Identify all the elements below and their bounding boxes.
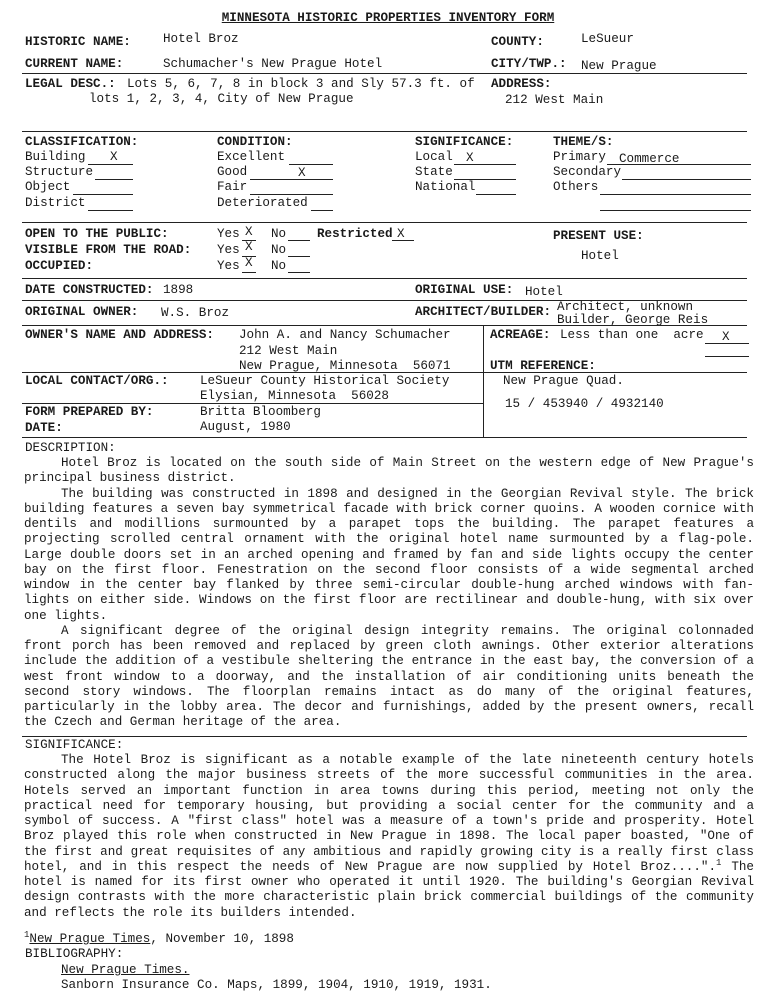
significance-local-mark: X — [466, 151, 474, 165]
significance-text — [24, 753, 754, 921]
divider — [22, 325, 747, 326]
significance-national: National — [415, 180, 476, 194]
bibliography-item: New Prague Times. — [61, 963, 190, 977]
significance-paragraph — [24, 753, 754, 921]
open-no: No — [271, 227, 287, 241]
architect-line1: Architect, unknown — [557, 300, 694, 314]
blank-line — [454, 164, 516, 165]
divider — [483, 325, 484, 437]
divider — [22, 222, 747, 223]
significance-label: SIGNIFICANCE: — [25, 738, 124, 752]
condition-fair: Fair — [217, 180, 248, 194]
date-constructed-value: 1898 — [163, 283, 194, 297]
description-paragraph: Hotel Broz is located on the south side of Main Street on the western edge of New Prague's principal business district. — [24, 456, 754, 486]
visible-yes: Yes — [217, 243, 240, 257]
blank-line — [95, 179, 133, 180]
blank-line — [622, 179, 751, 180]
blank-line — [311, 210, 333, 211]
open-yes: Yes — [217, 227, 240, 241]
significance-local: Local — [415, 150, 453, 164]
significance-body-tail: The hotel is named for its first owner who operated it until 1920. The building's Georgian Revival design contrasts with the more characteristic plain brick commercial buildings of the community and reflects the role its builders intended. — [24, 859, 754, 920]
theme-label: THEME/S: — [553, 135, 614, 149]
description-paragraph: The building was constructed in 1898 and designed in the Georgian Revival style. The brick building features a seven bay symmetrical facade with brick corner quoins. A wooden cornice with dentils and modillions surmounted by a parapet tops the building. The parapet features a projecting scrolled central ornament with the original hotel name surmounted by a flag-pole. Large double doors set in an arched opening and framed by fan and side lights occupy the center bay on the first floor. Fenestration on the second floor consists of a wide segmental arched window in the center bay flanked by three semi-circular double-hung arched windows with fan-lights on either side. Windows on the first floor are rectilinear and double-hung, with six over one lights. — [24, 486, 754, 623]
present-use-value: Hotel — [581, 249, 619, 263]
county-value: LeSueur — [581, 32, 634, 46]
blank-line — [705, 343, 749, 344]
blank-line — [476, 194, 516, 195]
original-use-label: ORIGINAL USE: — [415, 283, 514, 297]
footnote-source: New Prague Times — [29, 932, 151, 946]
occupied-label: OCCUPIED: — [25, 259, 94, 273]
acreage-value: Less than one acre — [560, 328, 704, 342]
address-value: 212 West Main — [505, 93, 604, 107]
significance-body: The Hotel Broz is significant as a notable example of the late nineteenth century hotels constructed along the major business streets of the more successful communities in the area. Hotels served an important function in area towns during this period, meeting not only the practical need for temporary housing, but providing a social center for the community and a symbol of success. A "first class" hotel was a measure of a town's pride and prosperity. Hotel Broz played this role when constructed in New Prague in 1898. The local paper boasted, "One of the first and great requisites of any ambitious and rapidly growing city is a really first class hotel, and in this respect the needs of New Prague are now supplied by Hotel Broz....". — [24, 753, 754, 874]
condition-good-mark: X — [298, 166, 306, 180]
prepared-by-label: FORM PREPARED BY: — [25, 405, 154, 419]
current-name-label: CURRENT NAME: — [25, 57, 124, 71]
restricted-mark: X — [397, 227, 405, 241]
owner-line2: 212 West Main — [239, 344, 338, 358]
blank-line — [600, 210, 751, 211]
legal-desc-line2: lots 1, 2, 3, 4, City of New Prague — [89, 92, 354, 106]
contact-line2: Elysian, Minnesota 56028 — [200, 389, 389, 403]
form-title: MINNESOTA HISTORIC PROPERTIES INVENTORY FORM — [221, 11, 555, 25]
owner-address-label: OWNER'S NAME AND ADDRESS: — [25, 328, 214, 342]
blank-line — [88, 164, 133, 165]
visible-no: No — [271, 243, 287, 257]
blank-line — [250, 179, 333, 180]
current-name-value: Schumacher's New Prague Hotel — [163, 57, 383, 71]
county-label: COUNTY: — [491, 35, 544, 49]
classification-building-mark: X — [110, 150, 118, 164]
bibliography-label: BIBLIOGRAPHY: — [25, 947, 124, 961]
original-owner-value: W.S. Broz — [161, 306, 230, 320]
divider — [22, 278, 747, 279]
footnote-marker: 1 — [716, 857, 722, 868]
historic-name-label: HISTORIC NAME: — [25, 35, 131, 49]
occupied-no: No — [271, 259, 287, 273]
date-value: August, 1980 — [200, 420, 291, 434]
blank-line — [705, 356, 749, 357]
open-public-label: OPEN TO THE PUBLIC: — [25, 227, 169, 241]
footnote-number: 1 — [24, 929, 30, 940]
significance-state: State — [415, 165, 453, 179]
description-paragraph: A significant degree of the original design integrity remains. The original colonnaded front porch has been removed and replaced by green cloth awnings. Other exterior alterations include the addition of a vestibule sheltering the entrance in the east bay, the conversion of a west front window to a doorway, and the installation of air conditioning units beneath the second story windows. The floorplan remains intact as do many of the original features, particularly in the lobby area. The decor and furnishings, added by the present owners, recall the Czech and German heritage of the area. — [24, 623, 754, 730]
original-use-value: Hotel — [525, 285, 563, 299]
condition-deteriorated: Deteriorated — [217, 196, 308, 210]
bibliography-item: Sanborn Insurance Co. Maps, 1899, 1904, 1910, 1919, 1931. — [61, 978, 492, 992]
contact-line1: LeSueur County Historical Society — [200, 374, 450, 388]
local-contact-label: LOCAL CONTACT/ORG.: — [25, 374, 169, 388]
legal-desc-label: LEGAL DESC.: — [25, 77, 116, 91]
significance-box-label: SIGNIFICANCE: — [415, 135, 514, 149]
blank-line — [73, 194, 133, 195]
date-label: DATE: — [25, 421, 63, 435]
classification-district: District — [25, 196, 86, 210]
blank-line — [392, 240, 414, 241]
occupied-yes: Yes — [217, 259, 240, 273]
divider — [22, 437, 747, 438]
blank-line — [607, 164, 751, 165]
utm-quad: New Prague Quad. — [503, 374, 624, 388]
prepared-by-value: Britta Bloomberg — [200, 405, 321, 419]
city-label: CITY/TWP.: — [491, 57, 567, 71]
utm-coords: 15 / 453940 / 4932140 — [505, 397, 664, 411]
utm-label: UTM REFERENCE: — [490, 359, 596, 373]
footnote-date: , November 10, 1898 — [150, 932, 294, 946]
blank-line — [288, 240, 310, 241]
visible-road-label: VISIBLE FROM THE ROAD: — [25, 243, 192, 257]
blank-line — [242, 272, 256, 273]
blank-line — [288, 272, 310, 273]
blank-line — [88, 210, 133, 211]
classification-structure: Structure — [25, 165, 94, 179]
theme-secondary-label: Secondary — [553, 165, 622, 179]
classification-object: Object — [25, 180, 71, 194]
description-text — [24, 456, 754, 731]
divider — [22, 131, 747, 132]
present-use-label: PRESENT USE: — [553, 229, 644, 243]
occupied-yes-mark: X — [245, 256, 253, 270]
blank-line — [250, 194, 333, 195]
owner-line1: John A. and Nancy Schumacher — [239, 328, 451, 342]
theme-others-label: Others — [553, 180, 599, 194]
classification-building: Building — [25, 150, 86, 164]
condition-good: Good — [217, 165, 248, 179]
blank-line — [289, 164, 333, 165]
date-constructed-label: DATE CONSTRUCTED: — [25, 283, 154, 297]
divider — [22, 372, 747, 373]
owner-line3: New Prague, Minnesota 56071 — [239, 359, 451, 373]
theme-primary-value: Commerce — [619, 152, 680, 166]
architect-line2: Builder, George Reis — [557, 313, 709, 327]
acreage-mark: X — [722, 330, 730, 344]
condition-label: CONDITION: — [217, 135, 293, 149]
theme-primary-label: Primary — [553, 150, 606, 164]
architect-label: ARCHITECT/BUILDER: — [415, 305, 552, 319]
legal-desc-line1: Lots 5, 6, 7, 8 in block 3 and Sly 57.3 ft. of — [127, 77, 475, 91]
acreage-label: ACREAGE: — [490, 328, 551, 342]
condition-excellent: Excellent — [217, 150, 286, 164]
divider — [22, 736, 747, 737]
city-value: New Prague — [581, 59, 657, 73]
divider — [22, 403, 483, 404]
visible-yes-mark: X — [245, 240, 253, 254]
historic-name-value: Hotel Broz — [163, 32, 239, 46]
address-label: ADDRESS: — [491, 77, 552, 91]
footnote — [24, 929, 294, 947]
description-label: DESCRIPTION: — [25, 441, 116, 455]
open-yes-mark: X — [245, 225, 253, 239]
classification-label: CLASSIFICATION: — [25, 135, 139, 149]
original-owner-label: ORIGINAL OWNER: — [25, 305, 139, 319]
blank-line — [600, 194, 751, 195]
restricted-label: Restricted — [317, 227, 393, 241]
blank-line — [288, 256, 310, 257]
divider — [22, 73, 747, 74]
